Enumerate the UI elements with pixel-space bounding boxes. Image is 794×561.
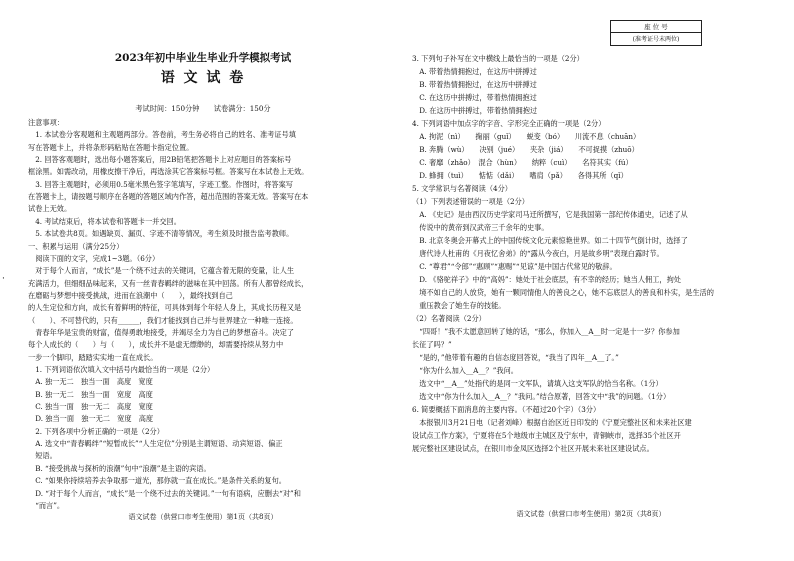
- text-line: 5. 文学常识与名著阅读（4分）: [412, 184, 512, 193]
- text-line: 短语。: [28, 451, 57, 461]
- text-line: 3. 下列句子补写在文中横线上最恰当的一项是（2分）: [412, 54, 584, 63]
- seat-number-label: 座 位 号: [644, 23, 668, 31]
- text-line: 在磨砺与梦想中接受挑战，进而在浪潮中（ ），最终找到自己: [28, 290, 233, 300]
- text-line: C. 奢靡（zhǎo） 混合（hùn） 纳粹（cuì） 名符其实（fú）: [412, 158, 633, 167]
- text-line: 选文中“你为什么加入__A__？”我问。”结合原著，回答文中“我”的问题。（1分）: [412, 392, 671, 401]
- text-line: 注意事项：: [28, 118, 64, 127]
- text-line: C. “尊君”“令郎”“惠顾”“惠赐”“见谅”是中国古代常见的敬辞。: [412, 262, 617, 271]
- seat-number-note: (准考证号末两位): [632, 36, 680, 43]
- exam-info: 考试时间：150分钟 试卷满分：150分: [135, 104, 271, 113]
- text-line: （ ）、不可替代的，只有______，我们才能找到自己并与世界建立一种唯一连接。: [28, 315, 298, 325]
- text-line: 3. 回答主观题时，必须用0.5毫米黑色签字笔填写，字迹工整。作图时，将答案写: [28, 179, 293, 189]
- text-line: D. 在这历中拼搏过，带着热情拥抱过: [412, 106, 538, 115]
- text-line: 选文中“__A__”处指代的是同一文军队，请填入这支军队的恰当名称。（1分）: [412, 379, 663, 388]
- page-1-footer: 语文试卷（供营口市考生使用）第1页（共8页）: [128, 513, 278, 521]
- text-line: 展完整社区建设试点，在银川市金凤区选择2个社区开展未来社区建设试点。: [412, 444, 654, 453]
- text-line: 在答题卡上，请按题号顺序在各题的答题区域内作答，超出范围的答案无效。答案写在本: [28, 192, 309, 202]
- text-line: 传说中的黄帝到汉武帝三千余年的史事。: [412, 223, 549, 232]
- text-line: B. 北京冬奥会开幕式上的中国传统文化元素惊艳世界。如二十四节气倒计时，选择了: [412, 236, 688, 245]
- exam-title: 2023年初中毕业生毕业升学模拟考试: [114, 52, 292, 64]
- text-line: 一步一个脚印，踏踏实实地一直在成长。: [28, 352, 158, 362]
- text-line: D. 《骆驼祥子》中的“高妈”：她处于社会底层，有不幸的经历；她当人佣工，拘处: [412, 275, 681, 284]
- text-line: C. “如果你持续培养去争取那一道光，那你就一直在成长。”是条件关系的复句。: [28, 476, 286, 486]
- page-2-footer: 语文试卷（供营口市考生使用）第2页（共8页）: [516, 510, 666, 518]
- text-line: 境不如自己的人放贷，她有一颗同情他人的善良之心，她不忘底层人的善良和朴实，是生活的: [412, 288, 714, 297]
- text-line: 一、积累与运用（满分25分）: [28, 241, 124, 251]
- text-line: D. 独当一面 独一无二 宽度 高度: [28, 414, 154, 424]
- text-line: A. 带着热情拥抱过，在这历中拼搏过: [412, 67, 537, 76]
- text-line: 设试点工作方案》，宁夏将在5个地级市主城区及宁东中，青铜峡市，选择35个社区开: [412, 431, 681, 440]
- text-line: D. 蜂拥（tuì） 惦惦（dǎi） 嗜肩（pǎ） 各得其所（qǐ）: [412, 171, 628, 180]
- text-line: B. “接受挑战与探析的浪潮”句中“浪潮”是主语的宾语。: [28, 463, 211, 473]
- text-line: A. 拘泥（nì） 掬丽（guǐ） 蜕变（bó） 川流不息（chuān）: [412, 132, 641, 141]
- text-line: 唐代诗人杜甫的《月夜忆舍弟》的“露从今夜白，月是故乡明”表现白露时节。: [412, 249, 664, 258]
- text-line: “而言”。: [28, 500, 65, 510]
- page-1: [28, 0, 378, 561]
- text-line: 青春年华是宝贵的财富，值得勇敢地接受，并竭尽全力为自己的梦想奋斗。决定了: [28, 327, 294, 337]
- text-line: 试卷上无效。: [28, 204, 72, 214]
- text-line: 4. 下列词语中加点字的字音、字形完全正确的一项是（2分）: [412, 119, 606, 128]
- text-line: C. 在这历中拼搏过，带着热情拥抱过: [412, 93, 537, 102]
- text-line: 5. 本试卷共8页。如遇缺页、漏页、字迹不清等情况，考生须及时报告监考教师。: [28, 229, 294, 239]
- text-line: “你为什么加入__A__？”我问。: [412, 366, 518, 375]
- binding-mark: ·: [2, 274, 5, 284]
- text-line: 重压教会了她生存的技能。: [412, 301, 506, 310]
- page-2: [412, 0, 770, 561]
- text-line: 的人生定位和方向，成长有着鲜明的特征，可具体到每个年轻人身上，其成长历程又是: [28, 303, 302, 313]
- text-line: 2. 下列各项中分析正确的一项是（2分）: [28, 426, 164, 436]
- text-line: A. 《史记》是由西汉历史学家司马迁所撰写，它是我国第一部纪传体通史，记述了从: [412, 210, 688, 219]
- text-line: A. 独一无二 独当一面 高度 宽度: [28, 377, 153, 387]
- text-line: （2）名著阅读（2分）: [412, 314, 486, 323]
- text-line: D. “对于每个人而言，“成长”是一个绕不过去的关键词。”一句有语病，应删去“对”和: [28, 488, 301, 498]
- text-line: 写在答题卡上，并将条形码粘贴在答题卡指定位置。: [28, 142, 194, 152]
- text-line: （1）下列表述错误的一项是（2分）: [412, 197, 529, 206]
- text-line: B. 带着热情拥抱过，在这历中拼搏过: [412, 80, 537, 89]
- text-line: 长征了吗？”: [412, 340, 452, 349]
- paper-title: 语 文 试 卷: [160, 70, 246, 86]
- text-line: 对于每个人而言，“成长”是一个绕不过去的关键词，它蕴含着无限的变量，让人生: [28, 266, 295, 276]
- text-line: 6. 简要概括下面消息的主要内容。（不超过20个字）（3分）: [412, 405, 601, 414]
- text-line: “四哥！”我不太愿意回转了她的话，“那么，你加入__A__时一定是十一岁？你参加: [412, 327, 680, 336]
- text-line: “是的，”他带着有趣的自信态度回答说，“我当了四年__A__了。”: [412, 353, 619, 362]
- text-line: A. 选文中“青春羁绊”“短暂成长”“人生定位”分别是主谓短语、动宾短语、偏正: [28, 439, 283, 449]
- text-line: 充满活力，但细细品味起来，又有一丝青春羁绊的滋味在其中回荡。所有人都曾经成长，: [28, 278, 309, 288]
- text-line: 1. 下列词语依次填入文中括号内最恰当的一项是（2分）: [28, 365, 215, 374]
- text-line: C. 独当一面 独一无二 高度 宽度: [28, 402, 153, 412]
- text-line: B. 奔腾（wù） 决别（jué） 夹杂（jiá） 不可捉摸（zhuō）: [412, 145, 639, 154]
- text-line: 2. 回答客观题时，选出每小题答案后，用2B铅笔把答题卡上对应题目的答案标号: [28, 155, 292, 165]
- text-line: 本报银川3月21日电（记者刘峰）根据自治区近日印发的《宁夏完整社区和未来社区建: [412, 418, 692, 427]
- text-line: 阅读下面的文字，完成1~3题。（6分）: [28, 253, 160, 263]
- text-line: 4. 考试结束后，将本试卷和答题卡一并交回。: [28, 216, 181, 226]
- text-line: 1. 本试卷分客观题和主观题两部分。答卷前，考生务必将自己的姓名、准考证号填: [28, 130, 296, 140]
- text-line: 框涂黑。如需改动，用橡皮擦干净后，再选涂其它答案标号框。答案写在本试卷上无效。: [28, 167, 309, 177]
- text-line: 每个人成长的（ ）与（ ），成长并不是虚无缥缈的，却需要持续从努力中: [28, 340, 284, 350]
- text-line: B. 独一无二 独当一面 宽度 高度: [28, 389, 153, 399]
